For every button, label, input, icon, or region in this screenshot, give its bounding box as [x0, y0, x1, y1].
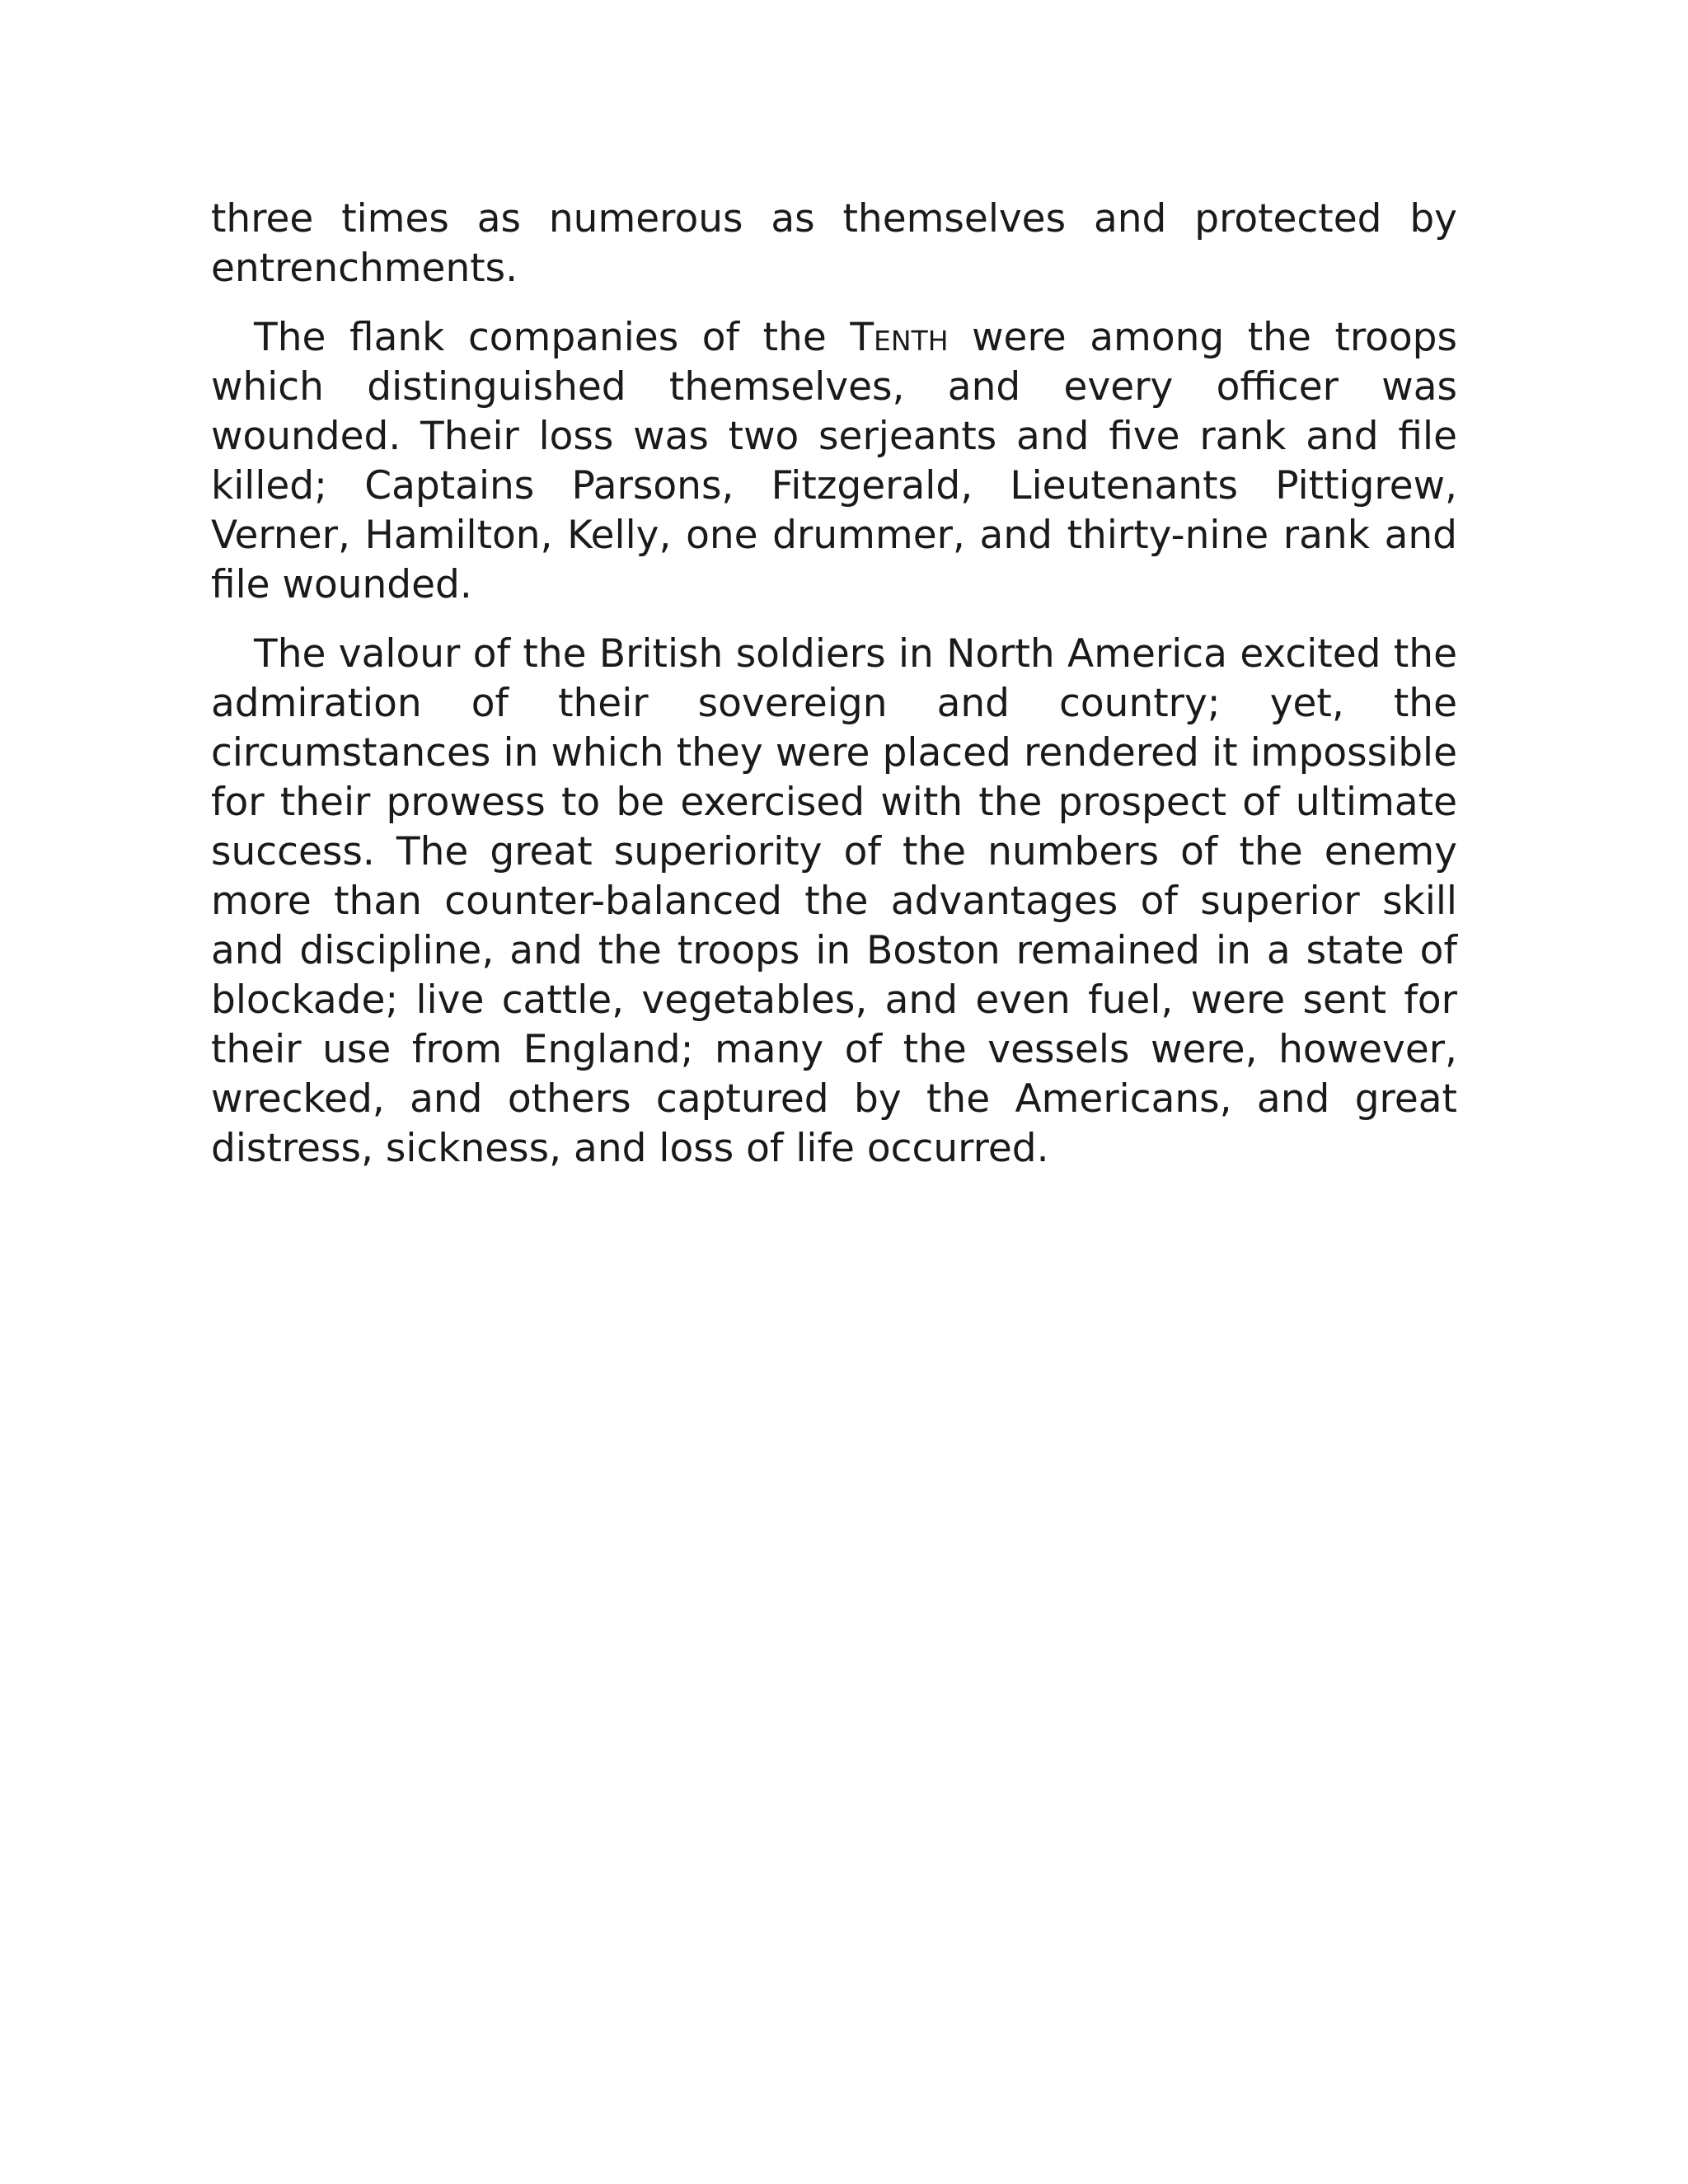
body-text	[211, 194, 1457, 1193]
paragraph-continuation: three times as numerous as themselves and protected by entrenchments.	[211, 196, 1457, 291]
paragraph-flank-companies	[211, 313, 1457, 610]
paragraph-text-end: were among the troops which distinguished themselves, and every officer was wounded. Their loss was two serjeants and five rank and file killed; Captains Parsons, Fitzgerald, Lieutenants Pittigrew, Verner, Hamilton, Kelly, one drummer, and thirty-nine rank and file wounded.	[211, 315, 1457, 607]
regiment-name: Tenth	[850, 315, 949, 360]
paragraph-text-start: The flank companies of the	[254, 315, 851, 360]
paragraph-valour: The valour of the British soldiers in North America excited the admiration of their sovereign and country; yet, the circumstances in which they were placed rendered it impossible for their prowess to be exercised with the prospect of ultimate success. The great superiority of the numbers of the enemy more than counter-balanced the advantages of superior skill and discipline, and the troops in Boston remained in a state of blockade; live cattle, vegetables, and even fuel, were sent for their use from England; many of the vessels were, however, wrecked, and others captured by the Americans, and great distress, sickness, and loss of life occurred.	[211, 631, 1457, 1171]
